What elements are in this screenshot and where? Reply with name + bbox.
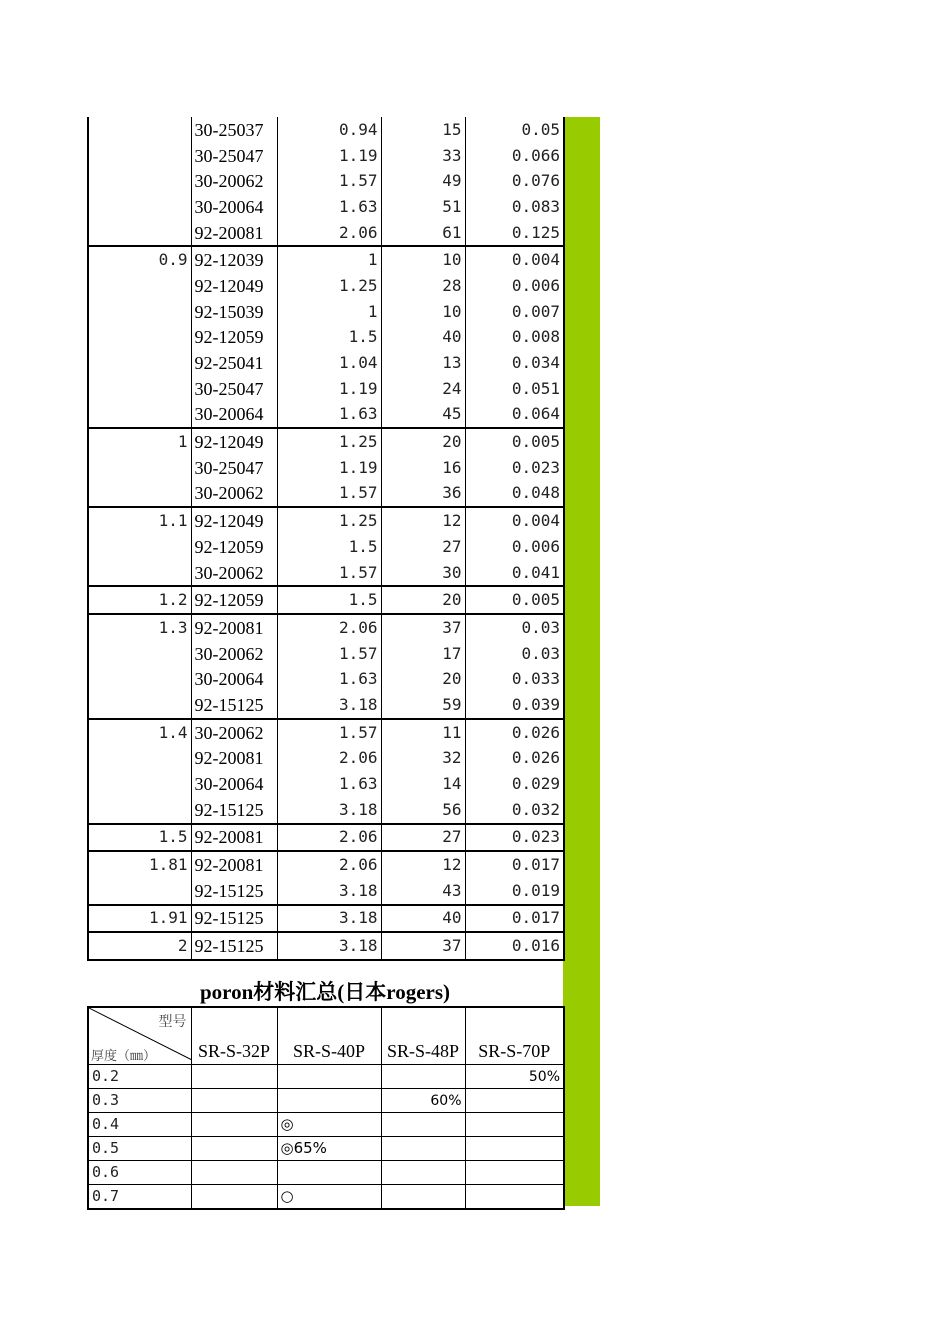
table-row: [88, 905, 564, 933]
value-cell: 1: [277, 299, 381, 325]
model-cell: 30-25037: [191, 117, 277, 143]
value-cell: 1.57: [277, 168, 381, 194]
thickness-cell: [88, 117, 191, 143]
value-cell: 32: [381, 746, 465, 772]
model-cell: 92-20081: [191, 851, 277, 878]
thickness-cell: 1.2: [88, 586, 191, 614]
summary-cell: ◎: [277, 1113, 381, 1137]
model-cell: 92-20081: [191, 220, 277, 247]
model-cell: 92-15125: [191, 692, 277, 719]
green-side-bar: [563, 117, 600, 1206]
table-row: [88, 534, 564, 560]
table-row: [88, 220, 564, 247]
value-cell: 1.63: [277, 194, 381, 220]
thickness-cell: [88, 797, 191, 824]
table-row: [88, 797, 564, 824]
value-cell: 1.25: [277, 507, 381, 534]
value-cell: 17: [381, 641, 465, 667]
value-cell: 2.06: [277, 746, 381, 772]
thickness-cell: 1.5: [88, 824, 191, 852]
corner-header-cell: [88, 1007, 191, 1065]
model-cell: 30-20062: [191, 641, 277, 667]
value-cell: 2.06: [277, 220, 381, 247]
summary-row: [88, 1161, 564, 1185]
value-cell: 0.004: [465, 507, 564, 534]
summary-cell: [381, 1185, 465, 1210]
thickness-cell: 1: [88, 428, 191, 455]
table-row: [88, 666, 564, 692]
thickness-label: 0.7: [88, 1185, 191, 1210]
model-cell: 30-20062: [191, 481, 277, 508]
table-row: [88, 719, 564, 746]
value-cell: 51: [381, 194, 465, 220]
value-cell: 2.06: [277, 614, 381, 641]
model-cell: 92-15125: [191, 905, 277, 933]
thickness-cell: [88, 299, 191, 325]
value-cell: 45: [381, 402, 465, 429]
column-header: SR-S-48P: [381, 1007, 465, 1065]
model-cell: 92-12059: [191, 534, 277, 560]
value-cell: 12: [381, 507, 465, 534]
value-cell: 59: [381, 692, 465, 719]
value-cell: 0.005: [465, 586, 564, 614]
value-cell: 0.007: [465, 299, 564, 325]
value-cell: 11: [381, 719, 465, 746]
value-cell: 1.63: [277, 402, 381, 429]
model-cell: 30-20064: [191, 194, 277, 220]
table-row: [88, 560, 564, 587]
thickness-cell: [88, 481, 191, 508]
value-cell: 24: [381, 376, 465, 402]
table-row: [88, 350, 564, 376]
value-cell: 0.005: [465, 428, 564, 455]
value-cell: 0.033: [465, 666, 564, 692]
summary-cell: [277, 1065, 381, 1089]
table-row: [88, 402, 564, 429]
table-row: [88, 455, 564, 481]
value-cell: 0.064: [465, 402, 564, 429]
summary-cell: [381, 1113, 465, 1137]
thickness-cell: [88, 273, 191, 299]
model-cell: 30-20062: [191, 168, 277, 194]
table-row: [88, 586, 564, 614]
value-cell: 20: [381, 666, 465, 692]
thickness-cell: [88, 143, 191, 169]
value-cell: 1.57: [277, 481, 381, 508]
thickness-cell: [88, 194, 191, 220]
value-cell: 1: [277, 246, 381, 273]
table-row: [88, 771, 564, 797]
thickness-cell: 0.9: [88, 246, 191, 273]
value-cell: 15: [381, 117, 465, 143]
thickness-cell: [88, 350, 191, 376]
thickness-cell: 1.3: [88, 614, 191, 641]
value-cell: 20: [381, 428, 465, 455]
table-row: [88, 641, 564, 667]
value-cell: 1.25: [277, 273, 381, 299]
value-cell: 0.048: [465, 481, 564, 508]
model-cell: 92-12039: [191, 246, 277, 273]
value-cell: 2.06: [277, 824, 381, 852]
value-cell: 1.19: [277, 143, 381, 169]
table-row: [88, 878, 564, 905]
value-cell: 1.5: [277, 586, 381, 614]
table-row: [88, 851, 564, 878]
value-cell: 0.041: [465, 560, 564, 587]
table-row: [88, 481, 564, 508]
value-cell: 3.18: [277, 905, 381, 933]
summary-title: poron材料汇总(日本rogers): [199, 980, 451, 1004]
value-cell: 0.94: [277, 117, 381, 143]
table-row: [88, 299, 564, 325]
value-cell: 1.04: [277, 350, 381, 376]
summary-cell: [381, 1161, 465, 1185]
summary-cell: [465, 1185, 564, 1210]
value-cell: 37: [381, 932, 465, 960]
model-cell: 92-20081: [191, 824, 277, 852]
thickness-cell: [88, 325, 191, 351]
model-cell: 92-15125: [191, 878, 277, 905]
thickness-label: 0.2: [88, 1065, 191, 1089]
table-row: [88, 824, 564, 852]
summary-cell: [381, 1137, 465, 1161]
thickness-cell: [88, 771, 191, 797]
model-cell: 30-20064: [191, 402, 277, 429]
model-cell: 92-20081: [191, 614, 277, 641]
value-cell: 20: [381, 586, 465, 614]
summary-cell: [191, 1185, 277, 1210]
value-cell: 0.03: [465, 641, 564, 667]
value-cell: 10: [381, 246, 465, 273]
summary-cell: [465, 1113, 564, 1137]
value-cell: 0.125: [465, 220, 564, 247]
value-cell: 49: [381, 168, 465, 194]
table-row: [88, 246, 564, 273]
table-row: [88, 428, 564, 455]
thickness-cell: 1.4: [88, 719, 191, 746]
value-cell: 0.029: [465, 771, 564, 797]
value-cell: 13: [381, 350, 465, 376]
value-cell: 1.57: [277, 719, 381, 746]
value-cell: 0.006: [465, 534, 564, 560]
value-cell: 0.083: [465, 194, 564, 220]
column-header: SR-S-40P: [277, 1007, 381, 1065]
model-cell: 92-20081: [191, 746, 277, 772]
value-cell: 1.19: [277, 376, 381, 402]
model-cell: 92-12059: [191, 586, 277, 614]
value-cell: 1.19: [277, 455, 381, 481]
summary-cell: [465, 1089, 564, 1113]
model-cell: 92-15125: [191, 797, 277, 824]
summary-cell: [465, 1161, 564, 1185]
model-cell: 92-12049: [191, 273, 277, 299]
value-cell: 14: [381, 771, 465, 797]
table-row: [88, 507, 564, 534]
model-cell: 92-12049: [191, 507, 277, 534]
value-cell: 16: [381, 455, 465, 481]
table-row: [88, 273, 564, 299]
table-row: [88, 325, 564, 351]
summary-cell: [191, 1113, 277, 1137]
value-cell: 40: [381, 905, 465, 933]
value-cell: 0.016: [465, 932, 564, 960]
thickness-cell: [88, 455, 191, 481]
value-cell: 1.25: [277, 428, 381, 455]
model-cell: 92-25041: [191, 350, 277, 376]
table-row: [88, 614, 564, 641]
value-cell: 27: [381, 534, 465, 560]
value-cell: 1.63: [277, 666, 381, 692]
model-cell: 92-15039: [191, 299, 277, 325]
value-cell: 0.026: [465, 719, 564, 746]
model-cell: 30-20062: [191, 560, 277, 587]
summary-cell: ○: [277, 1185, 381, 1210]
model-cell: 30-20064: [191, 771, 277, 797]
column-header: SR-S-70P: [465, 1007, 564, 1065]
value-cell: 30: [381, 560, 465, 587]
value-cell: 10: [381, 299, 465, 325]
summary-cell: [465, 1137, 564, 1161]
thickness-cell: [88, 666, 191, 692]
thickness-corner-label: 厚度（㎜）: [91, 1048, 157, 1063]
model-cell: 30-25047: [191, 455, 277, 481]
value-cell: 61: [381, 220, 465, 247]
summary-row: [88, 1065, 564, 1089]
value-cell: 0.076: [465, 168, 564, 194]
value-cell: 0.017: [465, 851, 564, 878]
summary-cell: [191, 1065, 277, 1089]
thickness-cell: [88, 376, 191, 402]
material-spec-table: [87, 117, 565, 961]
value-cell: 0.023: [465, 824, 564, 852]
summary-cell: ◎65%: [277, 1137, 381, 1161]
table-row: [88, 143, 564, 169]
thickness-cell: 1.1: [88, 507, 191, 534]
value-cell: 2.06: [277, 851, 381, 878]
value-cell: 36: [381, 481, 465, 508]
value-cell: 0.05: [465, 117, 564, 143]
table-row: [88, 932, 564, 960]
summary-row: [88, 1113, 564, 1137]
summary-cell: [381, 1065, 465, 1089]
summary-cell: [191, 1137, 277, 1161]
model-corner-label: 型号: [158, 1015, 187, 1030]
summary-header-row: [88, 1007, 564, 1065]
summary-row: [88, 1185, 564, 1210]
model-cell: 92-12049: [191, 428, 277, 455]
value-cell: 0.019: [465, 878, 564, 905]
value-cell: 0.026: [465, 746, 564, 772]
value-cell: 0.039: [465, 692, 564, 719]
value-cell: 3.18: [277, 797, 381, 824]
model-cell: 30-25047: [191, 376, 277, 402]
thickness-label: 0.5: [88, 1137, 191, 1161]
summary-cell: [277, 1089, 381, 1113]
value-cell: 1.57: [277, 641, 381, 667]
value-cell: 0.032: [465, 797, 564, 824]
thickness-cell: [88, 746, 191, 772]
value-cell: 0.017: [465, 905, 564, 933]
table-row: [88, 168, 564, 194]
column-header: SR-S-32P: [191, 1007, 277, 1065]
value-cell: 1.5: [277, 325, 381, 351]
thickness-cell: [88, 560, 191, 587]
thickness-cell: [88, 402, 191, 429]
value-cell: 0.008: [465, 325, 564, 351]
table-row: [88, 746, 564, 772]
summary-cell: [191, 1161, 277, 1185]
table-row: [88, 117, 564, 143]
thickness-cell: [88, 692, 191, 719]
value-cell: 43: [381, 878, 465, 905]
summary-cell: 60%: [381, 1089, 465, 1113]
value-cell: 3.18: [277, 692, 381, 719]
value-cell: 37: [381, 614, 465, 641]
summary-row: [88, 1089, 564, 1113]
thickness-cell: 1.91: [88, 905, 191, 933]
thickness-cell: [88, 641, 191, 667]
value-cell: 27: [381, 824, 465, 852]
model-cell: 92-12059: [191, 325, 277, 351]
table-row: [88, 376, 564, 402]
poron-summary-table: [87, 1006, 565, 1210]
value-cell: 33: [381, 143, 465, 169]
value-cell: 1.57: [277, 560, 381, 587]
thickness-label: 0.6: [88, 1161, 191, 1185]
value-cell: 0.066: [465, 143, 564, 169]
thickness-label: 0.4: [88, 1113, 191, 1137]
value-cell: 0.004: [465, 246, 564, 273]
value-cell: 0.03: [465, 614, 564, 641]
summary-cell: [277, 1161, 381, 1185]
value-cell: 12: [381, 851, 465, 878]
value-cell: 3.18: [277, 932, 381, 960]
value-cell: 0.006: [465, 273, 564, 299]
value-cell: 56: [381, 797, 465, 824]
value-cell: 0.051: [465, 376, 564, 402]
thickness-cell: [88, 534, 191, 560]
thickness-cell: [88, 168, 191, 194]
thickness-cell: 2: [88, 932, 191, 960]
value-cell: 40: [381, 325, 465, 351]
model-cell: 30-20064: [191, 666, 277, 692]
model-cell: 30-20062: [191, 719, 277, 746]
thickness-cell: 1.81: [88, 851, 191, 878]
thickness-label: 0.3: [88, 1089, 191, 1113]
table-row: [88, 692, 564, 719]
value-cell: 28: [381, 273, 465, 299]
value-cell: 0.034: [465, 350, 564, 376]
value-cell: 1.5: [277, 534, 381, 560]
table-row: [88, 194, 564, 220]
thickness-cell: [88, 220, 191, 247]
value-cell: 3.18: [277, 878, 381, 905]
value-cell: 1.63: [277, 771, 381, 797]
value-cell: 0.023: [465, 455, 564, 481]
model-cell: 30-25047: [191, 143, 277, 169]
model-cell: 92-15125: [191, 932, 277, 960]
thickness-cell: [88, 878, 191, 905]
summary-row: [88, 1137, 564, 1161]
summary-cell: [191, 1089, 277, 1113]
summary-cell: 50%: [465, 1065, 564, 1089]
